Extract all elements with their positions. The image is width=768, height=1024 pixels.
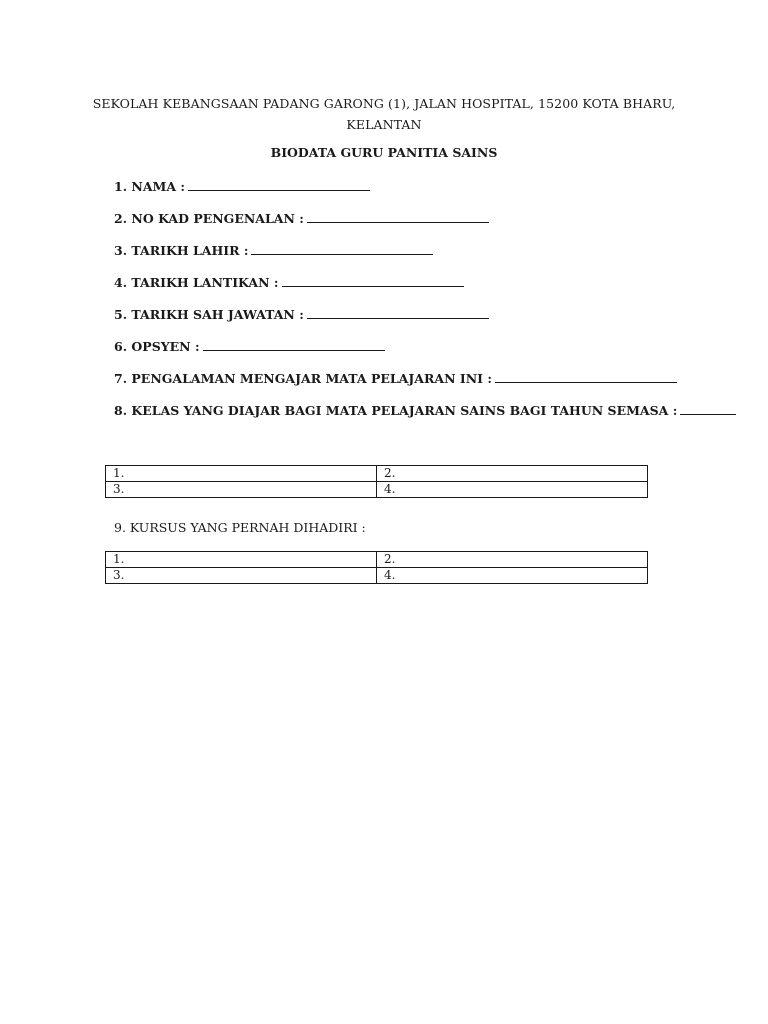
table-cell[interactable]: 2. [377, 552, 648, 568]
table-row [106, 466, 648, 482]
fill-in-line[interactable] [203, 337, 385, 351]
field-no-kad-pengenalan [114, 209, 489, 227]
table-cell[interactable]: 4. [377, 482, 648, 498]
fill-in-line[interactable] [188, 177, 370, 191]
table-row [106, 568, 648, 584]
fill-in-line[interactable] [307, 305, 489, 319]
field-pengalaman-mengajar [114, 369, 677, 387]
table-cell[interactable]: 1. [106, 466, 377, 482]
fill-in-line[interactable] [307, 209, 489, 223]
form-title: BIODATA GURU PANITIA SAINS [270, 145, 498, 160]
header-line-2: KELANTAN [346, 117, 422, 132]
table-cell[interactable]: 2. [377, 466, 648, 482]
field-label: 7. PENGALAMAN MENGAJAR MATA PELAJARAN INI : [114, 371, 492, 386]
fill-in-line[interactable] [282, 273, 464, 287]
table-cell[interactable]: 1. [106, 552, 377, 568]
field-label: 1. NAMA : [114, 179, 186, 194]
field-kelas-diajar [114, 401, 736, 419]
fill-in-line[interactable] [495, 369, 677, 383]
field-label: 2. NO KAD PENGENALAN : [114, 211, 304, 226]
table-row [106, 552, 648, 568]
table-row [106, 482, 648, 498]
kursus-table [105, 551, 648, 584]
table-cell[interactable]: 3. [106, 482, 377, 498]
field-opsyen [114, 337, 385, 355]
field-tarikh-lahir [114, 241, 433, 259]
field-label: 4. TARIKH LANTIKAN : [114, 275, 279, 290]
field-tarikh-lantikan [114, 273, 464, 291]
field-label: 5. TARIKH SAH JAWATAN : [114, 307, 304, 322]
fill-in-line[interactable] [680, 401, 736, 415]
school-address-header [80, 93, 688, 135]
table-cell[interactable]: 4. [377, 568, 648, 584]
fill-in-line[interactable] [251, 241, 433, 255]
table-cell[interactable]: 3. [106, 568, 377, 584]
kelas-table [105, 465, 648, 498]
field-label: 3. TARIKH LAHIR : [114, 243, 249, 258]
field-label: 6. OPSYEN : [114, 339, 200, 354]
header-line-1: SEKOLAH KEBANGSAAN PADANG GARONG (1), JALAN HOSPITAL, 15200 KOTA BHARU, [92, 96, 676, 111]
field-label: 8. KELAS YANG DIAJAR BAGI MATA PELAJARAN SAINS BAGI TAHUN SEMASA : [114, 403, 678, 418]
field-tarikh-sah-jawatan [114, 305, 489, 323]
field-nama [114, 177, 370, 195]
section-9-label: 9. KURSUS YANG PERNAH DIHADIRI : [114, 520, 366, 535]
